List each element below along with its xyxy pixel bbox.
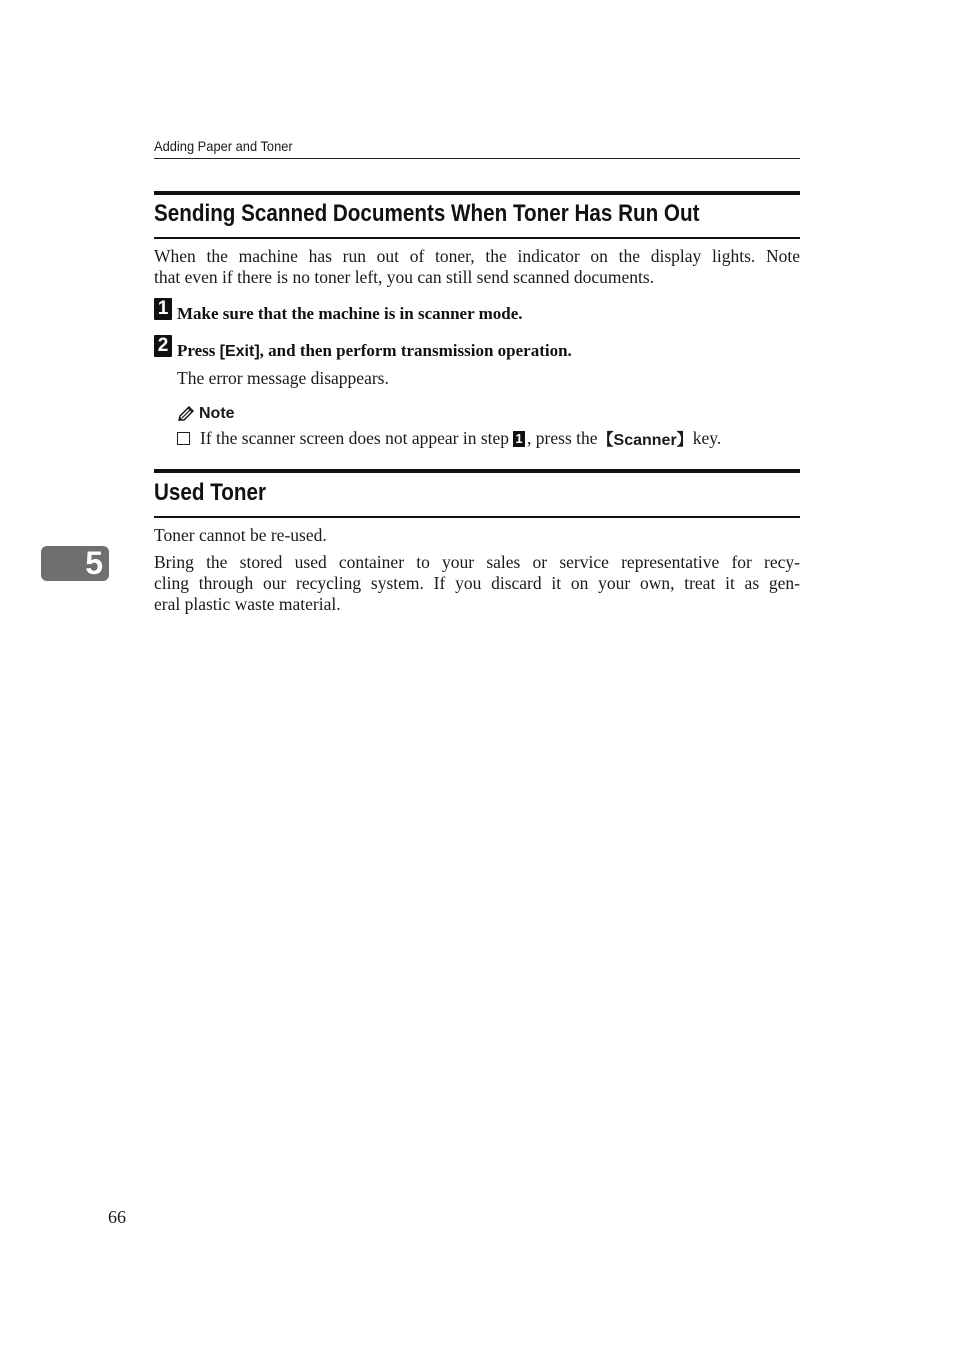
scanner-key-label: 【Scanner】 <box>597 432 693 449</box>
running-header: Adding Paper and Toner <box>154 138 293 154</box>
section-title: Used Toner <box>154 479 267 506</box>
exit-key-label: [Exit] <box>219 343 260 360</box>
body-line: cling through our recycling system. If you discard it on your own, treat it as gen- <box>154 573 800 593</box>
intro-paragraph <box>154 246 800 288</box>
section-title: Sending Scanned Documents When Toner Has Run Out <box>154 200 700 227</box>
body-paragraph: Toner cannot be re-used. <box>154 525 327 545</box>
section-bottom-rule <box>154 516 800 518</box>
body-line: eral plastic waste material. <box>154 594 341 614</box>
pencil-note-icon <box>177 405 195 423</box>
checkbox-icon <box>177 432 190 445</box>
step-text-before: Press <box>177 341 220 360</box>
step-instruction: Make sure that the machine is in scanner mode. <box>177 304 523 323</box>
note-header <box>177 403 235 425</box>
section-bottom-rule <box>154 237 800 239</box>
step-number: 2 <box>154 335 172 357</box>
note-text-before: If the scanner screen does not appear in step <box>200 428 510 448</box>
inline-step-number: 1 <box>513 431 525 447</box>
intro-line: that even if there is no toner left, you can still send scanned documents. <box>154 267 655 287</box>
body-line: Bring the stored used container to your sales or service representative for recy- <box>154 552 800 572</box>
body-paragraph <box>154 552 800 615</box>
chapter-tab: 5 <box>41 546 109 581</box>
step-text-after: , and then perform transmission operation. <box>259 341 572 360</box>
step-instruction <box>177 341 572 361</box>
note-text-middle: , press the <box>527 428 598 448</box>
note-item <box>177 427 721 450</box>
step-number: 1 <box>154 298 172 320</box>
note-text-after: key. <box>692 428 722 448</box>
intro-line: When the machine has run out of toner, the indicator on the display lights. Note <box>154 246 800 266</box>
header-divider <box>154 158 800 159</box>
note-label: Note <box>199 405 235 422</box>
section-top-rule <box>154 191 800 195</box>
page-number: 66 <box>108 1207 126 1227</box>
section-top-rule <box>154 469 800 473</box>
step-result: The error message disappears. <box>177 368 389 388</box>
